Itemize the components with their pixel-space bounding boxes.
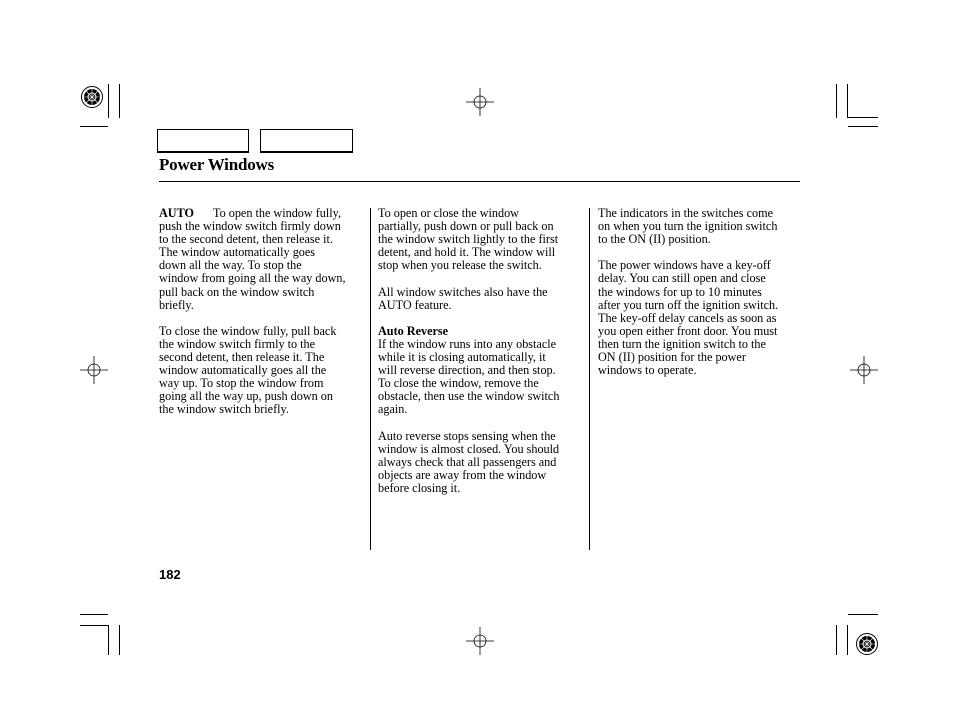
crop-mark-line xyxy=(108,84,109,118)
crop-mark-line xyxy=(80,126,108,127)
all-switches-paragraph: All window switches also have the AUTO feature. xyxy=(378,284,548,312)
close-paragraph: To close the window fully, pull back the window switch firmly to the second detent, then release it. The window automatically goes all the way up. To stop the window from going all the way up, push down on the window switch briefly. xyxy=(159,323,337,417)
crop-mark-line xyxy=(108,625,109,655)
page-number: 182 xyxy=(159,567,181,582)
registration-target-icon xyxy=(80,85,104,109)
column-divider xyxy=(370,208,371,550)
key-off-paragraph: The power windows have a key-off delay. You can still open and close the windows for up to 10 minutes after you turn off the ignition switch. The key-off delay cancels as soon as you open either front door. You must then turn the ignition switch to the ON (II) position for the power windows to operate. xyxy=(598,258,779,378)
crosshair-mark-icon xyxy=(80,356,108,384)
crosshair-mark-icon xyxy=(466,88,494,116)
title-rule xyxy=(159,181,800,182)
column-left xyxy=(159,207,364,430)
auto-label: AUTO xyxy=(159,206,194,220)
crop-mark-line xyxy=(836,84,837,118)
column-divider xyxy=(589,208,590,550)
auto-reverse-stop-paragraph: Auto reverse stops sensing when the window is almost closed. You should always check that all passengers and objects are away from the window before closing it. xyxy=(378,428,560,495)
auto-reverse-paragraph: If the window runs into any obstacle while it is closing automatically, it will reverse direction, and then stop. To close the window, remove the obstacle, then use the window switch again. xyxy=(378,336,560,417)
crop-mark-line xyxy=(836,625,837,655)
crop-mark-line xyxy=(119,84,120,118)
page-title: Power Windows xyxy=(159,155,275,174)
column-middle xyxy=(378,207,583,508)
crop-mark-line xyxy=(847,84,848,118)
crop-mark-line xyxy=(848,614,878,615)
column-right xyxy=(598,207,803,390)
auto-paragraph xyxy=(159,207,364,312)
crop-mark-line xyxy=(847,625,848,655)
crop-mark-line xyxy=(80,625,108,626)
indicators-paragraph: The indicators in the switches come on when you turn the ignition switch to the ON (II) position. xyxy=(598,206,778,247)
auto-text: To open the window fully, push the window switch firmly down to the second detent, then release it. The window automatically goes down all the way. To stop the window from going all the way down, pull back on the window switch briefly. xyxy=(159,206,346,312)
registration-target-icon xyxy=(855,632,879,656)
crop-mark-line xyxy=(80,614,108,615)
auto-reverse-heading: Auto Reverse xyxy=(378,323,449,338)
crosshair-mark-icon xyxy=(466,627,494,655)
section-tab-box xyxy=(260,129,353,153)
crop-mark-line xyxy=(119,625,120,655)
crop-mark-line xyxy=(848,126,878,127)
crosshair-mark-icon xyxy=(850,356,878,384)
section-tab-box xyxy=(157,129,249,153)
crop-mark-line xyxy=(848,117,878,118)
partial-paragraph: To open or close the window partially, push down or pull back on the window switch lightly to the first detent, and hold it. The window will stop when you release the switch. xyxy=(378,206,559,273)
